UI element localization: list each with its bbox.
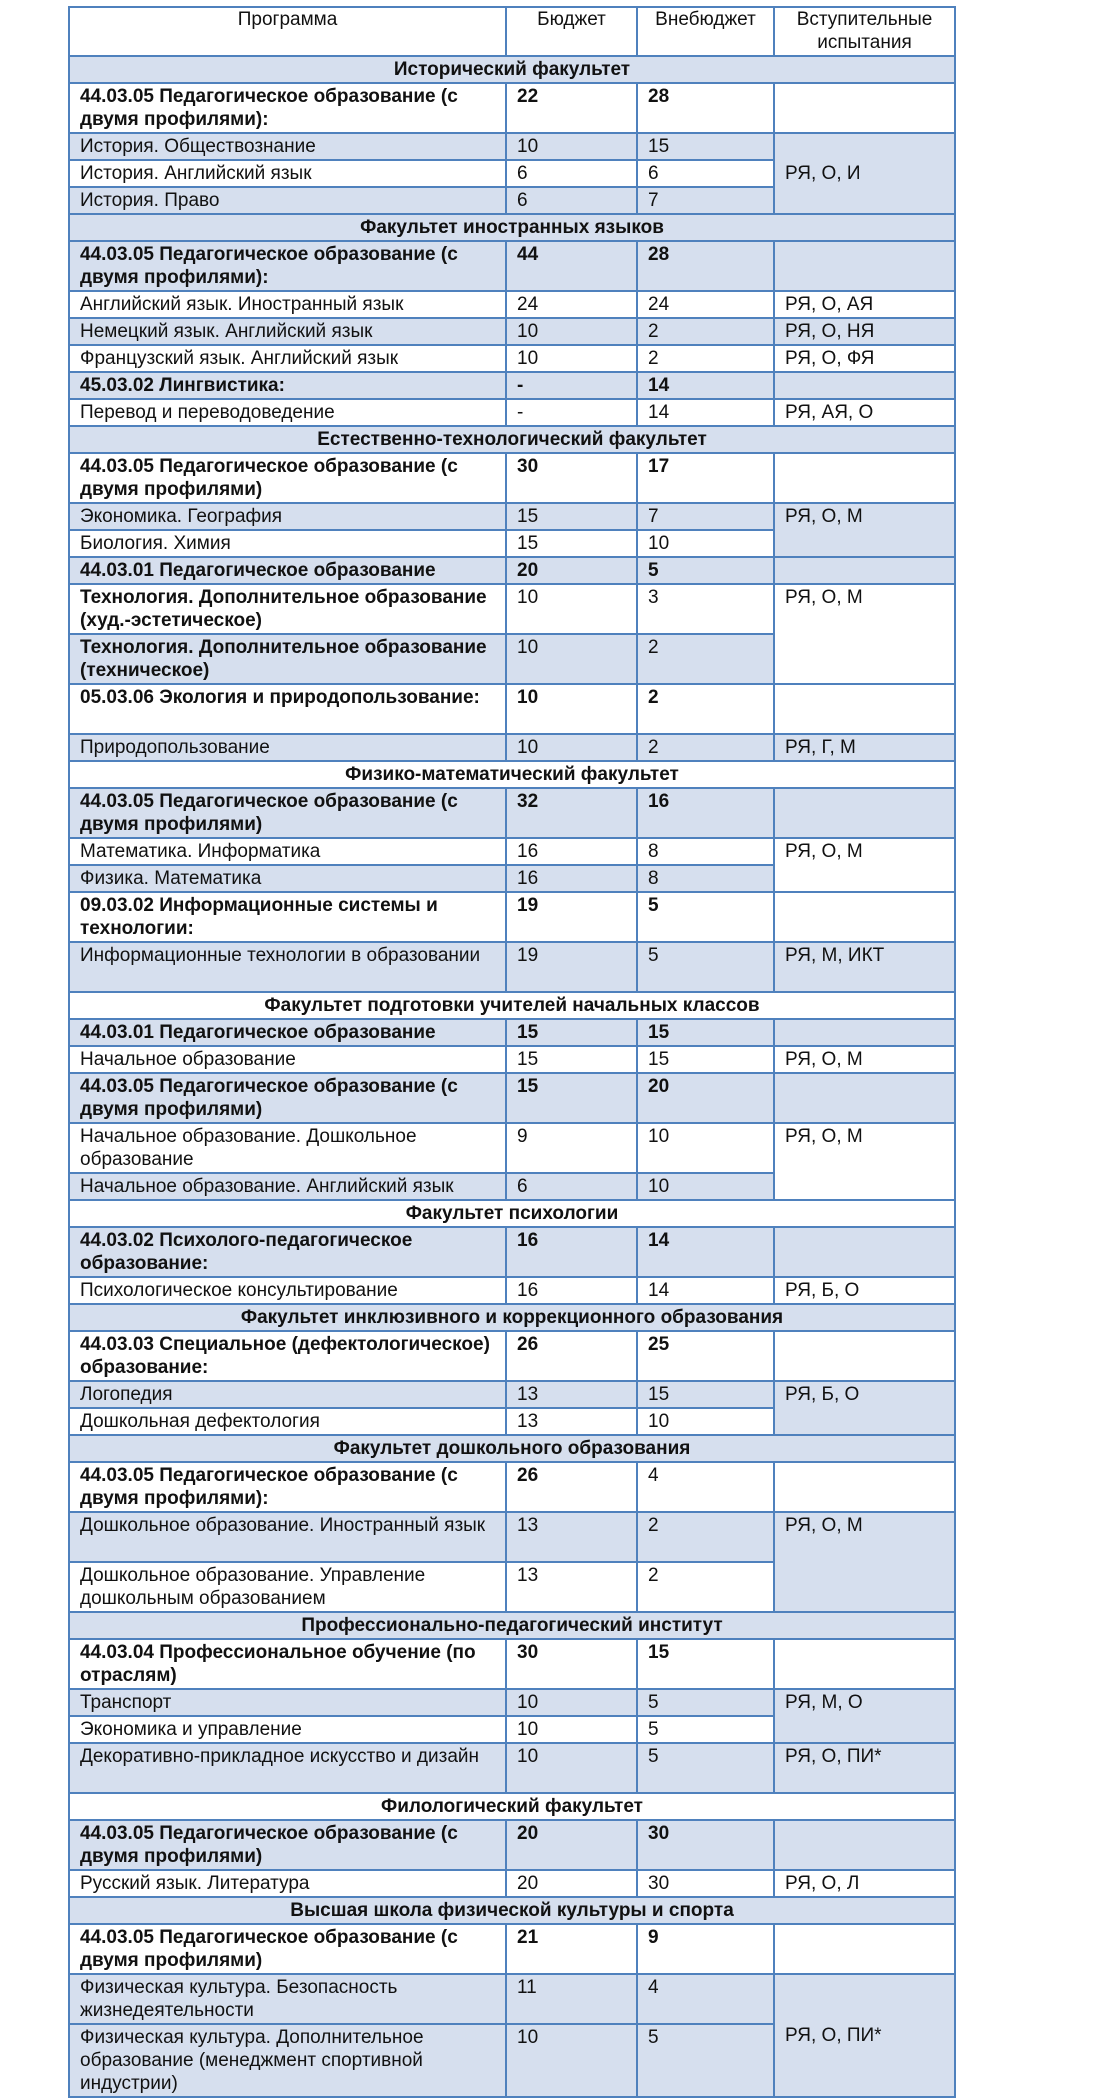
budget-value: 13 bbox=[506, 1381, 637, 1408]
budget-value: 26 bbox=[506, 1331, 637, 1381]
table-row bbox=[69, 83, 955, 133]
program-name: Психологическое консультирование bbox=[69, 1277, 506, 1304]
paid-value: 14 bbox=[637, 372, 774, 399]
paid-value: 2 bbox=[637, 318, 774, 345]
paid-value: 2 bbox=[637, 684, 774, 734]
exams-value: РЯ, О, М bbox=[774, 1046, 955, 1073]
faculty-title: Исторический факультет bbox=[69, 56, 955, 83]
faculty-row bbox=[69, 1304, 955, 1331]
exams-value: РЯ, О, ПИ* bbox=[774, 1743, 955, 1793]
exams-value: РЯ, О, Л bbox=[774, 1870, 955, 1897]
program-name: Начальное образование bbox=[69, 1046, 506, 1073]
table-row bbox=[69, 399, 955, 426]
exams-empty bbox=[774, 684, 955, 734]
exams-empty bbox=[774, 788, 955, 838]
paid-value: 15 bbox=[637, 1019, 774, 1046]
paid-value: 28 bbox=[637, 83, 774, 133]
program-name: 44.03.01 Педагогическое образование bbox=[69, 1019, 506, 1046]
paid-value: 17 bbox=[637, 453, 774, 503]
budget-value: 44 bbox=[506, 241, 637, 291]
table-row bbox=[69, 1870, 955, 1897]
budget-value: 13 bbox=[506, 1408, 637, 1435]
exams-empty bbox=[774, 241, 955, 291]
exams-empty bbox=[774, 557, 955, 584]
program-name: Дошкольная дефектология bbox=[69, 1408, 506, 1435]
budget-value: 10 bbox=[506, 1743, 637, 1793]
faculty-row bbox=[69, 214, 955, 241]
program-name: 44.03.05 Педагогическое образование (с двумя профилями) bbox=[69, 453, 506, 503]
table-row bbox=[69, 1381, 955, 1408]
budget-value: 10 bbox=[506, 1716, 637, 1743]
table-row bbox=[69, 1462, 955, 1512]
paid-value: 30 bbox=[637, 1870, 774, 1897]
table-row bbox=[69, 345, 955, 372]
program-name: Дошкольное образование. Управление дошкольным образованием bbox=[69, 1562, 506, 1612]
exams-value: РЯ, Б, О bbox=[774, 1381, 955, 1435]
table-row bbox=[69, 1331, 955, 1381]
paid-value: 2 bbox=[637, 1512, 774, 1562]
exams-empty bbox=[774, 1820, 955, 1870]
table-row bbox=[69, 1046, 955, 1073]
faculty-title: Естественно-технологический факультет bbox=[69, 426, 955, 453]
table-row bbox=[69, 291, 955, 318]
program-name: 44.03.01 Педагогическое образование bbox=[69, 557, 506, 584]
program-name: 44.03.05 Педагогическое образование (с двумя профилями): bbox=[69, 83, 506, 133]
faculty-row bbox=[69, 1897, 955, 1924]
paid-value: 5 bbox=[637, 557, 774, 584]
exams-value: РЯ, О, М bbox=[774, 503, 955, 557]
program-name: Русский язык. Литература bbox=[69, 1870, 506, 1897]
program-name: 05.03.06 Экология и природопользование: bbox=[69, 684, 506, 734]
table-row bbox=[69, 1743, 955, 1793]
exams-empty bbox=[774, 1924, 955, 1974]
faculty-row bbox=[69, 992, 955, 1019]
program-name: Немецкий язык. Английский язык bbox=[69, 318, 506, 345]
paid-value: 7 bbox=[637, 503, 774, 530]
exams-value: РЯ, АЯ, О bbox=[774, 399, 955, 426]
paid-value: 10 bbox=[637, 1173, 774, 1200]
exams-empty bbox=[774, 372, 955, 399]
budget-value: 32 bbox=[506, 788, 637, 838]
budget-value: 30 bbox=[506, 453, 637, 503]
budget-value: 20 bbox=[506, 557, 637, 584]
program-name: Физика. Математика bbox=[69, 865, 506, 892]
exams-empty bbox=[774, 1227, 955, 1277]
faculty-title: Факультет психологии bbox=[69, 1200, 955, 1227]
faculty-title: Факультет подготовки учителей начальных классов bbox=[69, 992, 955, 1019]
paid-value: 15 bbox=[637, 1639, 774, 1689]
budget-value: - bbox=[506, 372, 637, 399]
paid-value: 25 bbox=[637, 1331, 774, 1381]
paid-value: 5 bbox=[637, 1743, 774, 1793]
faculty-row bbox=[69, 761, 955, 788]
paid-value: 15 bbox=[637, 1046, 774, 1073]
exams-empty bbox=[774, 453, 955, 503]
budget-value: 10 bbox=[506, 584, 637, 634]
exams-value: РЯ, О, М bbox=[774, 584, 955, 684]
budget-value: 22 bbox=[506, 83, 637, 133]
budget-value: 9 bbox=[506, 1123, 637, 1173]
paid-value: 5 bbox=[637, 1689, 774, 1716]
exams-value: РЯ, М, ИКТ bbox=[774, 942, 955, 992]
budget-value: 16 bbox=[506, 838, 637, 865]
budget-value: 10 bbox=[506, 634, 637, 684]
table-row bbox=[69, 372, 955, 399]
exams-value: РЯ, О, М bbox=[774, 1123, 955, 1200]
budget-value: 13 bbox=[506, 1562, 637, 1612]
header-program: Программа bbox=[69, 7, 506, 56]
budget-value: 30 bbox=[506, 1639, 637, 1689]
program-name: 44.03.05 Педагогическое образование (с двумя профилями) bbox=[69, 1924, 506, 1974]
program-name: Французский язык. Английский язык bbox=[69, 345, 506, 372]
table-row bbox=[69, 557, 955, 584]
exams-empty bbox=[774, 892, 955, 942]
program-name: 44.03.05 Педагогическое образование (с двумя профилями) bbox=[69, 1073, 506, 1123]
program-name: Природопользование bbox=[69, 734, 506, 761]
faculty-title: Факультет дошкольного образования bbox=[69, 1435, 955, 1462]
budget-value: 15 bbox=[506, 503, 637, 530]
table-row bbox=[69, 1123, 955, 1173]
table-row bbox=[69, 1820, 955, 1870]
budget-value: 16 bbox=[506, 1227, 637, 1277]
faculty-row bbox=[69, 1200, 955, 1227]
paid-value: 7 bbox=[637, 187, 774, 214]
faculty-row bbox=[69, 426, 955, 453]
exams-empty bbox=[774, 1019, 955, 1046]
program-name: Физическая культура. Дополнительное образование (менеджмент спортивной индустрии) bbox=[69, 2024, 506, 2097]
exams-value: РЯ, О, М bbox=[774, 838, 955, 892]
paid-value: 6 bbox=[637, 160, 774, 187]
table-row bbox=[69, 318, 955, 345]
faculty-row bbox=[69, 1435, 955, 1462]
program-name: 44.03.04 Профессиональное обучение (по отраслям) bbox=[69, 1639, 506, 1689]
program-name: Биология. Химия bbox=[69, 530, 506, 557]
paid-value: 5 bbox=[637, 1716, 774, 1743]
header-exams: Вступительные испытания bbox=[774, 7, 955, 56]
paid-value: 10 bbox=[637, 1408, 774, 1435]
table-row bbox=[69, 942, 955, 992]
budget-value: 20 bbox=[506, 1870, 637, 1897]
budget-value: 15 bbox=[506, 1019, 637, 1046]
program-name: История. Английский язык bbox=[69, 160, 506, 187]
table-row bbox=[69, 1512, 955, 1562]
exams-empty bbox=[774, 1639, 955, 1689]
exams-value: РЯ, О, М bbox=[774, 1512, 955, 1612]
program-name: 44.03.05 Педагогическое образование (с двумя профилями) bbox=[69, 788, 506, 838]
budget-value: 16 bbox=[506, 1277, 637, 1304]
paid-value: 28 bbox=[637, 241, 774, 291]
header-budget: Бюджет bbox=[506, 7, 637, 56]
table-row bbox=[69, 133, 955, 160]
paid-value: 10 bbox=[637, 530, 774, 557]
faculty-title: Высшая школа физической культуры и спорта bbox=[69, 1897, 955, 1924]
table-header-row bbox=[69, 7, 955, 56]
budget-value: 26 bbox=[506, 1462, 637, 1512]
program-name: История. Обществознание bbox=[69, 133, 506, 160]
table-row bbox=[69, 241, 955, 291]
faculty-title: Факультет инклюзивного и коррекционного образования bbox=[69, 1304, 955, 1331]
budget-value: 15 bbox=[506, 1046, 637, 1073]
paid-value: 3 bbox=[637, 584, 774, 634]
table-row bbox=[69, 1689, 955, 1716]
exams-value: РЯ, Б, О bbox=[774, 1277, 955, 1304]
paid-value: 15 bbox=[637, 133, 774, 160]
paid-value: 4 bbox=[637, 1462, 774, 1512]
program-name: Дошкольное образование. Иностранный язык bbox=[69, 1512, 506, 1562]
table-row bbox=[69, 684, 955, 734]
budget-value: 10 bbox=[506, 684, 637, 734]
paid-value: 5 bbox=[637, 892, 774, 942]
paid-value: 9 bbox=[637, 1924, 774, 1974]
table-row bbox=[69, 1019, 955, 1046]
program-name: 44.03.05 Педагогическое образование (с двумя профилями): bbox=[69, 1462, 506, 1512]
faculty-title: Факультет иностранных языков bbox=[69, 214, 955, 241]
program-name: 44.03.03 Специальное (дефектологическое) образование: bbox=[69, 1331, 506, 1381]
budget-value: 13 bbox=[506, 1512, 637, 1562]
paid-value: 2 bbox=[637, 734, 774, 761]
program-name: Логопедия bbox=[69, 1381, 506, 1408]
budget-value: 10 bbox=[506, 2024, 637, 2097]
faculty-row bbox=[69, 1793, 955, 1820]
program-name: Физическая культура. Безопасность жизнедеятельности bbox=[69, 1974, 506, 2024]
faculty-row bbox=[69, 56, 955, 83]
paid-value: 5 bbox=[637, 2024, 774, 2097]
header-paid: Внебюджет bbox=[637, 7, 774, 56]
program-name: Английский язык. Иностранный язык bbox=[69, 291, 506, 318]
program-name: 44.03.05 Педагогическое образование (с двумя профилями): bbox=[69, 241, 506, 291]
table-row bbox=[69, 788, 955, 838]
budget-value: 19 bbox=[506, 942, 637, 992]
budget-value: 6 bbox=[506, 160, 637, 187]
budget-value: - bbox=[506, 399, 637, 426]
program-name: 09.03.02 Информационные системы и технологии: bbox=[69, 892, 506, 942]
budget-value: 11 bbox=[506, 1974, 637, 2024]
paid-value: 15 bbox=[637, 1381, 774, 1408]
program-name: История. Право bbox=[69, 187, 506, 214]
budget-value: 10 bbox=[506, 133, 637, 160]
table-row bbox=[69, 734, 955, 761]
budget-value: 15 bbox=[506, 530, 637, 557]
exams-value: РЯ, О, И bbox=[774, 133, 955, 214]
program-name: Экономика и управление bbox=[69, 1716, 506, 1743]
program-name: Технология. Дополнительное образование (техническое) bbox=[69, 634, 506, 684]
paid-value: 24 bbox=[637, 291, 774, 318]
paid-value: 30 bbox=[637, 1820, 774, 1870]
admission-plan-table bbox=[68, 6, 956, 2098]
program-name: 44.03.02 Психолого-педагогическое образование: bbox=[69, 1227, 506, 1277]
program-name: Перевод и переводоведение bbox=[69, 399, 506, 426]
exams-value: РЯ, О, АЯ bbox=[774, 291, 955, 318]
budget-value: 15 bbox=[506, 1073, 637, 1123]
budget-value: 10 bbox=[506, 345, 637, 372]
program-name: Технология. Дополнительное образование (худ.-эстетическое) bbox=[69, 584, 506, 634]
paid-value: 2 bbox=[637, 634, 774, 684]
budget-value: 6 bbox=[506, 187, 637, 214]
exams-value: РЯ, М, О bbox=[774, 1689, 955, 1743]
paid-value: 8 bbox=[637, 865, 774, 892]
faculty-row bbox=[69, 1612, 955, 1639]
budget-value: 16 bbox=[506, 865, 637, 892]
table-row bbox=[69, 453, 955, 503]
program-name: Математика. Информатика bbox=[69, 838, 506, 865]
paid-value: 2 bbox=[637, 1562, 774, 1612]
budget-value: 10 bbox=[506, 318, 637, 345]
table-row bbox=[69, 584, 955, 634]
paid-value: 5 bbox=[637, 942, 774, 992]
budget-value: 24 bbox=[506, 291, 637, 318]
budget-value: 19 bbox=[506, 892, 637, 942]
table-row bbox=[69, 892, 955, 942]
program-name: Информационные технологии в образовании bbox=[69, 942, 506, 992]
table-row bbox=[69, 1277, 955, 1304]
budget-value: 10 bbox=[506, 1689, 637, 1716]
exams-empty bbox=[774, 1073, 955, 1123]
paid-value: 2 bbox=[637, 345, 774, 372]
table-row bbox=[69, 1924, 955, 1974]
exams-empty bbox=[774, 1462, 955, 1512]
paid-value: 8 bbox=[637, 838, 774, 865]
paid-value: 4 bbox=[637, 1974, 774, 2024]
table-row bbox=[69, 503, 955, 530]
faculty-title: Физико-математический факультет bbox=[69, 761, 955, 788]
table-row bbox=[69, 1639, 955, 1689]
program-name: Начальное образование. Английский язык bbox=[69, 1173, 506, 1200]
faculty-title: Филологический факультет bbox=[69, 1793, 955, 1820]
table-row bbox=[69, 1974, 955, 2024]
table-row bbox=[69, 1073, 955, 1123]
budget-value: 21 bbox=[506, 1924, 637, 1974]
exams-empty bbox=[774, 1331, 955, 1381]
table-row bbox=[69, 1227, 955, 1277]
exams-value: РЯ, О, НЯ bbox=[774, 318, 955, 345]
budget-value: 20 bbox=[506, 1820, 637, 1870]
exams-value: РЯ, О, ПИ* bbox=[774, 1974, 955, 2097]
paid-value: 14 bbox=[637, 399, 774, 426]
program-name: 44.03.05 Педагогическое образование (с двумя профилями) bbox=[69, 1820, 506, 1870]
paid-value: 14 bbox=[637, 1227, 774, 1277]
faculty-title: Профессионально-педагогический институт bbox=[69, 1612, 955, 1639]
exams-value: РЯ, О, ФЯ bbox=[774, 345, 955, 372]
program-name: 45.03.02 Лингвистика: bbox=[69, 372, 506, 399]
program-name: Декоративно-прикладное искусство и дизайн bbox=[69, 1743, 506, 1793]
budget-value: 6 bbox=[506, 1173, 637, 1200]
admission-table-wrapper bbox=[68, 6, 956, 2098]
program-name: Транспорт bbox=[69, 1689, 506, 1716]
exams-empty bbox=[774, 83, 955, 133]
program-name: Начальное образование. Дошкольное образование bbox=[69, 1123, 506, 1173]
exams-value: РЯ, Г, М bbox=[774, 734, 955, 761]
paid-value: 20 bbox=[637, 1073, 774, 1123]
budget-value: 10 bbox=[506, 734, 637, 761]
paid-value: 16 bbox=[637, 788, 774, 838]
program-name: Экономика. География bbox=[69, 503, 506, 530]
paid-value: 14 bbox=[637, 1277, 774, 1304]
table-row bbox=[69, 838, 955, 865]
paid-value: 10 bbox=[637, 1123, 774, 1173]
